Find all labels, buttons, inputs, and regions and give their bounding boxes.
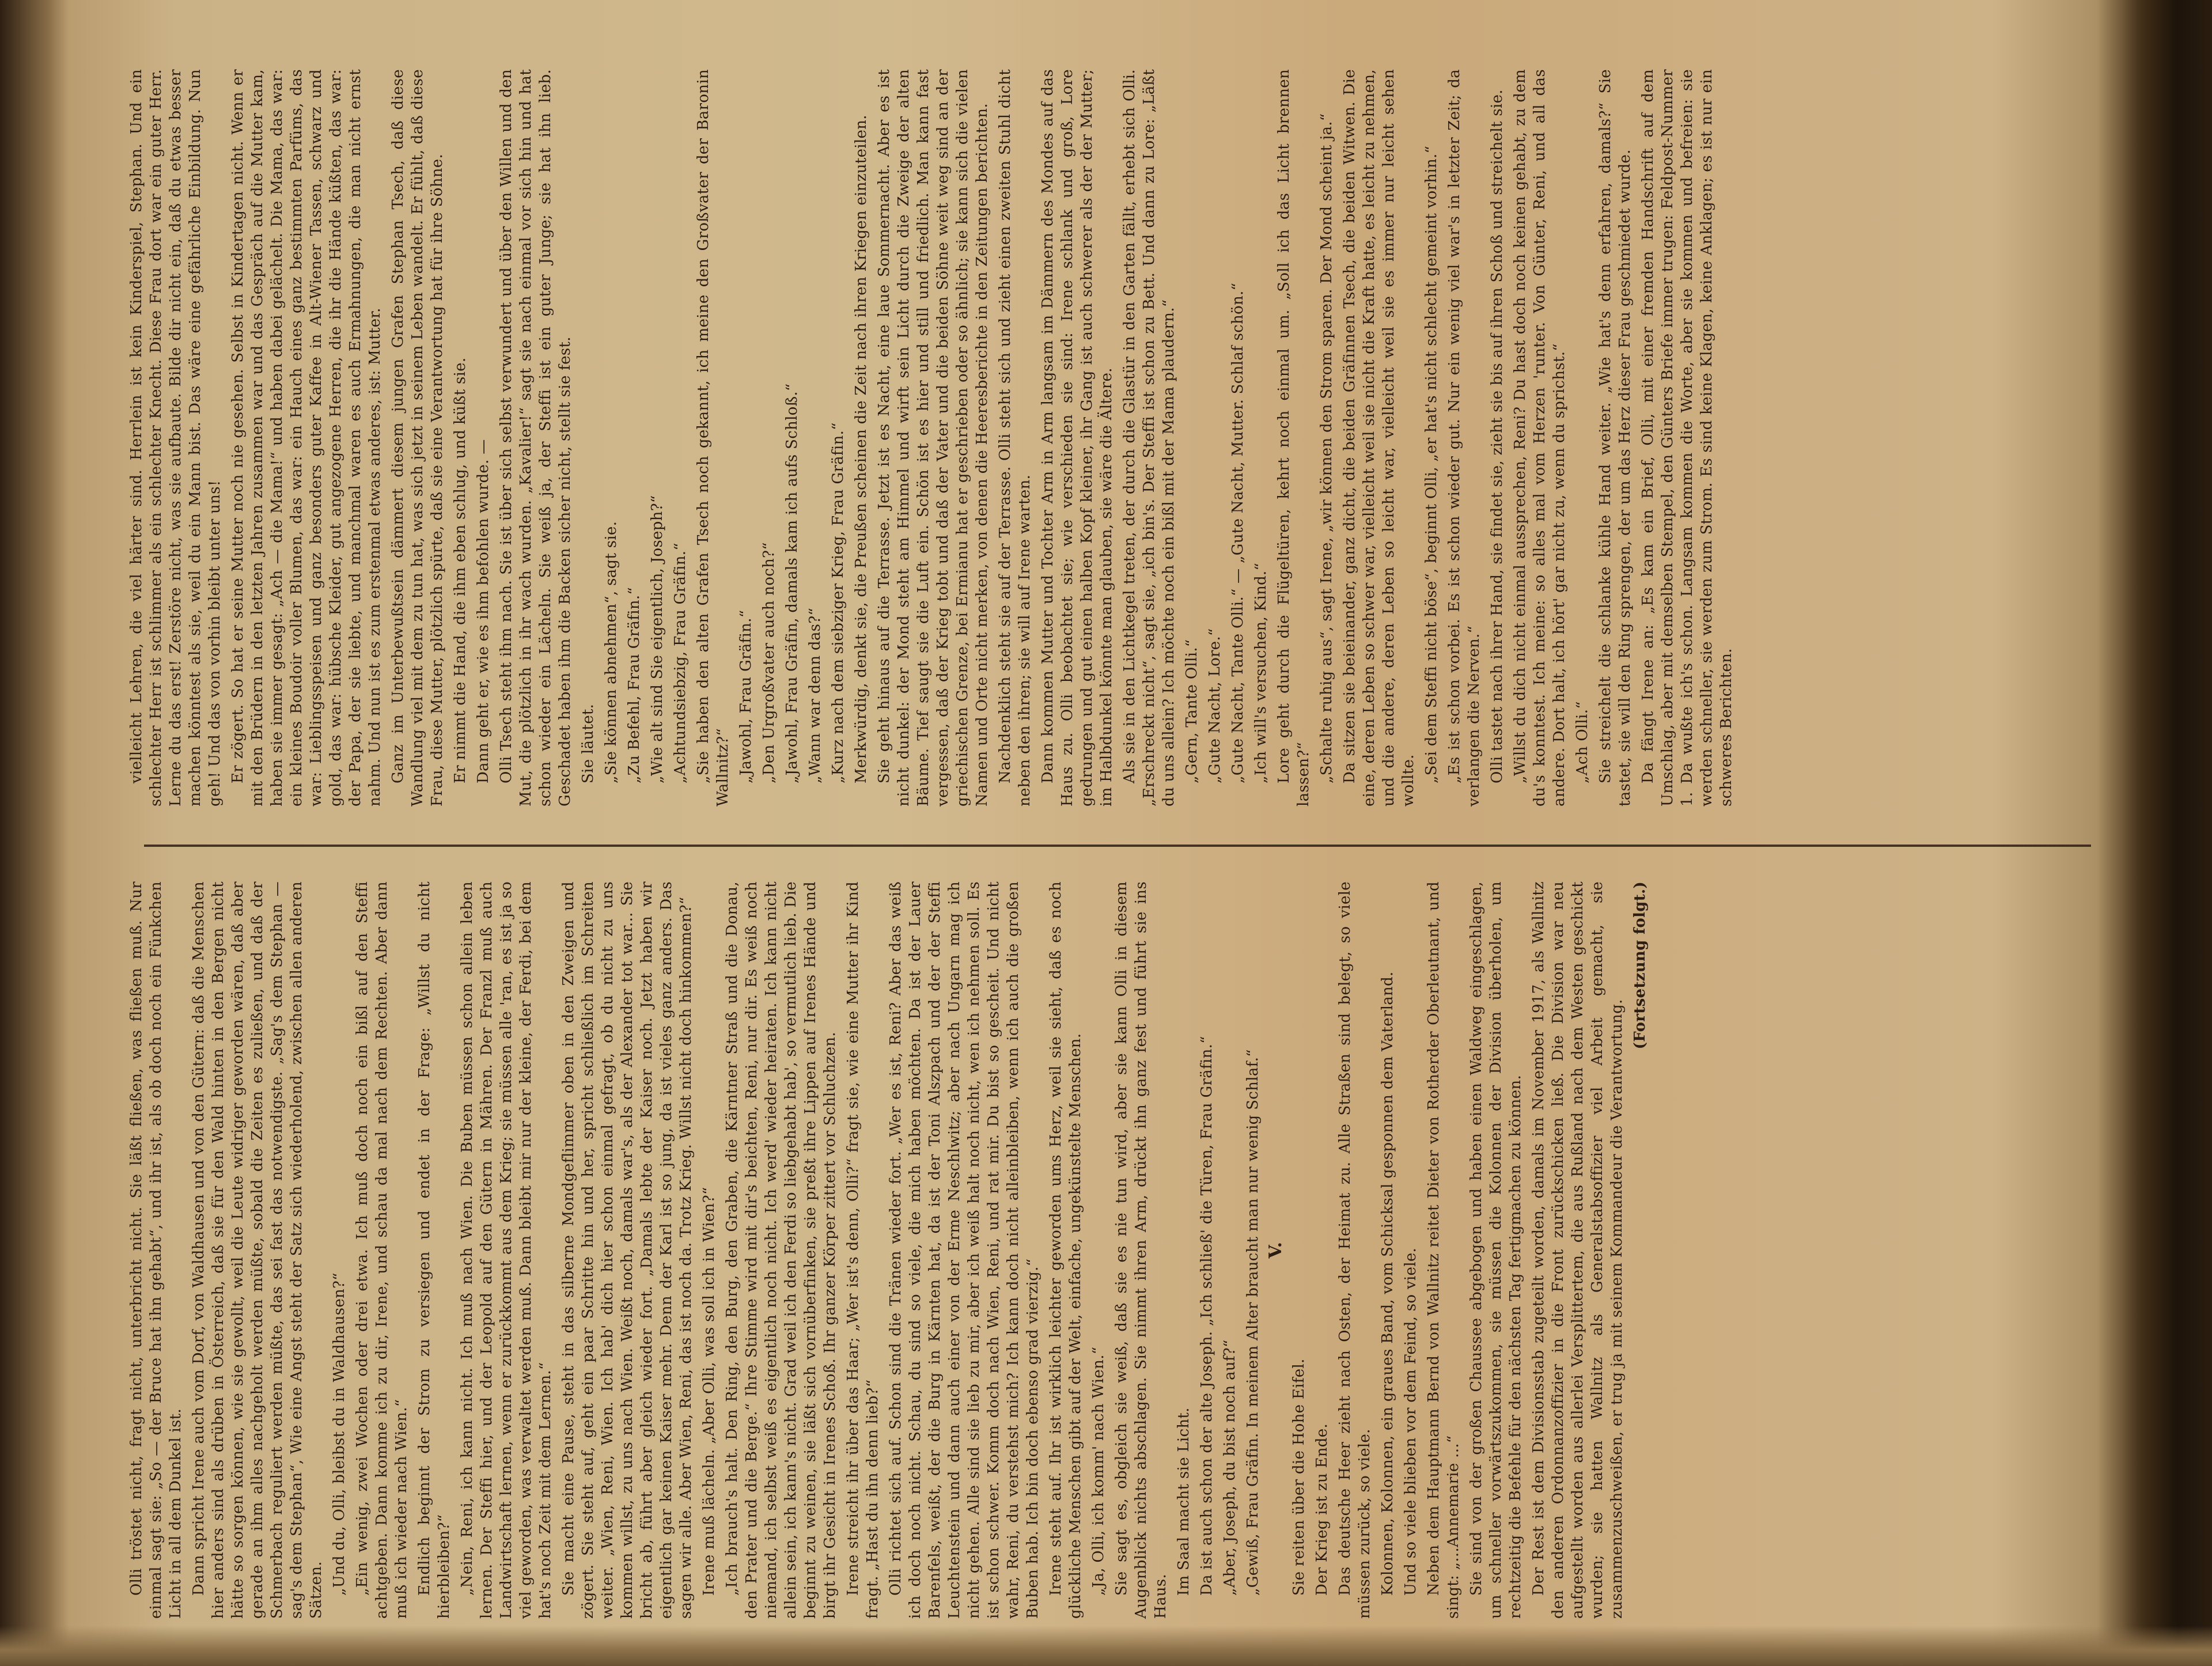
- paragraph: Olli Tsech steht ihm nach. Sie ist über sich selbst verwundert und über den Willen und den Mut, die plötzlich in ihr wach wurden. „Kavalier!“ sagt sie nach einmal vor sich hin und hat schon wieder ein Lächeln. Sie weiß ja, der Steffi ist ein guter Junge; sie hat ihn lieb. Geschadet haben ihm die Backen sicher nicht, stellt sie fest.: [498, 69, 574, 807]
- paragraph: Olli tastet nach ihrer Hand, sie findet sie, zieht sie bis auf ihren Schoß und streichelt sie.: [1488, 89, 1506, 783]
- paragraph: Sie sind von der großen Chaussee abgebogen und haben einen Waldweg eingeschlagen, um schneller vorwärtszukommen, sie müssen die Kolonnen der Division überholen, um rechtzeitig die Befehle für den nächsten Tag fertigmachen zu können.: [1468, 881, 1524, 1619]
- paragraph: „Ich brauch's halt. Den Ring, den Burg, den Graben, die Kärntner Straß und die Donau, den Prater und die Berge.“ Ihre Stimme wird mit dir's beichten, Reni, nur dir. Es weiß noch niemand, ich selbst weiß es eigentlich noch nicht. Ich werd' wieder heiraten. Ich kann nicht allein sein, ich kann's nicht. Grad weil ich den Ferdi so liebgehabt hab', so vermutlich lieb. Die beginnt zu weinen, sie läßt sich vornüberfinken, sie preßt ihre Lippen auf Irenes Hände und birgt ihr Gesicht in Irenes Schoß. Ihr ganzer Körper zittert vor Schluchzen.: [724, 881, 839, 1619]
- page-bottom-edge: [0, 1626, 2212, 1666]
- text-column-left: [127, 881, 2108, 1619]
- paragraph: „Aber, Joseph, du bist noch auf?“: [1221, 1339, 1238, 1596]
- rotated-text-page: [127, 69, 2108, 1625]
- paragraph: „Nein, Reni, ich kann nicht. Ich muß nach Wien. Die Buben müssen schon allein leben lernen. Der Steffi hier, und der Leopold auf den Gütern in Mähren. Der Franzl muß auch Landwirtschaft lernen, wenn er zurückkommt aus dem Krieg; sie müssen alle 'ran, es ist ja so viel geworden, was verwaltet werden muß. Dann bleibt mir nur der kleine, der Ferdi, bei dem hat's noch Zeit mit dem Lernen.“: [459, 881, 554, 1619]
- paragraph: Da fängt Irene an: „Es kam ein Brief, Olli, mit einer fremden Handschrift auf dem Umschlag, aber mit demselben Stempel, den Günters Briefe immer trugen: Feldpost-Nummer 1. Da wußte ich's schon. Langsam kommen die Worte, aber sie kommen und befreien: sie werden schneller, sie werden zum Strom. Es sind keine Klagen, keine Anklagen; es ist nur ein schweres Berichten.: [1639, 69, 1735, 807]
- paragraph: „Wann war denn das?“: [806, 607, 824, 783]
- paragraph: „Gute Nacht, Tante Olli.“ — „Gute Nacht, Mutter. Schlaf schön.“: [1229, 282, 1247, 783]
- paragraph: Olli richtet sich auf. Schon sind die Tränen wieder fort. „Wer es ist, Reni? Aber das weiß ich doch noch nicht. Schau, du sind so viele, die mich haben möchten. Da ist der Lauer Barenfels, weißt, der die Burg in Kärnten hat, da ist der Toni Alszpach und der der Steffi Leuchtenstein und dann auch einer von der Erme Neschlwitz; aber nach Ungarn mag ich nicht gehen. Alle sind sie lieb zu mir, aber ich weiß halt noch nicht, wen ich nehmen soll. Es ist schon schwer. Komm doch nach Wien, Reni, und rat mir. Du bist so gescheit. Und nicht wahr, Reni, du verstehst mich? Ich kann doch nicht alleinbleiben, wenn ich auch die großen Buben hab. Ich bin doch ebenso grad vierzig.“: [887, 881, 1041, 1619]
- paragraph: Kolonnen, Kolonnen, ein graues Band, vom Schicksal gesponnen dem Vaterland.: [1379, 971, 1396, 1596]
- page-gutter-left: [0, 0, 69, 1666]
- paragraph: Irene muß lächeln. „Aber Olli, was soll ich in Wien?“: [700, 1187, 718, 1596]
- paragraph: „Achtundsiebzig, Frau Gräfin.“: [672, 543, 689, 783]
- paragraph: „Wie alt sind Sie eigentlich, Joseph?“: [649, 495, 666, 783]
- paragraph: „Sie können abnehmen“, sagt sie.: [603, 521, 620, 783]
- paragraph: „Gewiß, Frau Gräfin. In meinem Alter braucht man nur wenig Schlaf.“: [1244, 1049, 1262, 1596]
- paragraph: Sie geht hinaus auf die Terrasse. Jetzt ist es Nacht, eine laue Sommernacht. Aber es ist nicht dunkel: der Mond steht am Himmel und wirft sein Licht durch die Zweige der alten Bäume. Tief saugt sie die Luft ein. Schön ist es hier und still und friedlich. Man kann fast vergessen, daß der Krieg tobt und daß der Vater und die beiden Söhne weit weg sind an der griechischen Grenze, bei Ermianu hat er geschrieben oder so ähnlich; sie kann sich die vielen Namen und Orte nicht merken, von denen die Heeresberichte in den Zeitungen berichten.: [876, 69, 991, 807]
- paragraph: Dann spricht Irene auch vom Dorf, von Waldhausen und von den Gütern: daß die Menschen hier anders sind als drüben in Österreich, daß sie für den Wald hinten in den Bergen nicht hätte so sorgen können, wie sie gewollt, weil die Leute widriger geworden wären, daß aber gerade an ihm alles nachgeholt werden müßte, sobald die Zeiten es zuließen, und daß der Schmerbach reguliert werden müßte, das sei fast das notwendigste. „Sag's dem Stephan — sag's dem Stephan“, Wie eine Angst steht der Satz sich wiederholend, zwischen allen anderen Sätzen.: [190, 881, 325, 1619]
- paragraph: Sie streichelt die schlanke kühle Hand weiter. „Wie hat's denn erfahren, damals?“ Sie tastet, sie will den Ring sprengen, der um das Herz dieser Frau geschmiedet wurde.: [1597, 69, 1634, 807]
- paragraph: „Jawohl, Frau Gräfin, damals kam ich aufs Schloß.“: [783, 383, 801, 783]
- paragraph: „Kurz nach dem siebziger Krieg, Frau Gräfin.“: [830, 422, 847, 783]
- paragraph: „Den Urgroßvater auch noch?“: [760, 542, 778, 783]
- paragraph: Im Saal macht sie Licht.: [1175, 1407, 1192, 1596]
- paragraph: Nachdenklich steht sie auf der Terrasse. Olli steht sich und zieht einen zweiten Stuhl dicht neben den ihren; sie will auf Irene warten.: [997, 69, 1033, 807]
- paragraph: Merkwürdig, denkt sie, die Preußen scheinen die Zeit nach ihren Kriegen einzuteilen.: [853, 115, 870, 783]
- paragraph: Neben dem Hauptmann Bernd von Wallnitz reitet Dieter von Rotherder Oberleutnant, und singt: „...Annemarie ...“: [1425, 881, 1462, 1619]
- paragraph: Sie läutet.: [579, 703, 597, 783]
- paragraph: Irene streicht ihr über das Haar; „Wer ist's denn, Olli?“ fragt sie, wie eine Mutter ihr Kind fragt. „Hast du ihn denn lieb?“: [844, 881, 881, 1619]
- continuation-note: (Fortsetzung folgt.): [1631, 881, 1649, 1050]
- paragraph: Sie macht eine Pause, steht in das silberne Mondgeflimmer oben in den Zweigen und zögert. Sie steht auf, geht ein paar Schritte hin und her, spricht schließlich im Schreiten weiter. „Wien, Reni, Wien. Ich hab' dich hier schon einmal gefragt, ob du nicht zu uns kommen willst, zu uns nach Wien. Weißt noch, damals war's, als der Alexander tot war... Sie bricht ab, führt aber gleich wieder fort. „Damals lebte der Kaiser noch. Jetzt haben wir eigentlich gar keinen Kaiser mehr. Denn der Karl ist so jung, da ist vieles ganz anders. Das sagen wir alle. Aber Wien, Reni, das ist noch da. Trotz Krieg. Willst nicht doch hinkommen?“: [560, 881, 695, 1619]
- paragraph: Ganz im Unterbewußtsein dämmert diesem jungen Grafen Stephan Tsech, daß diese Wandlung viel mit dem zu tun hat, was sich jetzt in seinem Leben wandelt. Er fühlt, daß diese Frau, diese Mutter, plötzlich spürte, daß sie eine Verantwortung hat für ihre Söhne.: [389, 69, 446, 807]
- paragraph: Er zögert. So hat er seine Mutter noch nie gesehen. Selbst in Kindertagen nicht. Wenn er mit den Brüdern in den letzten Jahren zusammen war und das Gespräch auf die Mutter kam, haben sie immer gesagt: „Ach — die Mama!“ und haben dabei gelächelt. Die Mama, das war: ein kleines Boudoir voller Blumen, das war: ein Hauch eines ganz bestimmten Parfüms, das war: Lieblingsspeisen und ganz besonders guter Kaffee in Alt-Wiener Tassen, schwarz und gold, das war: hübsche Kleider, gut angezogene Herren, die ihr die Hände küßten, das war: der Papa, der sie liebte, und manchmal waren es auch Ermahnungen, die man nicht ernst nahm. Und nun ist es zum erstenmal etwas anderes, ist: Mutter.: [229, 69, 384, 807]
- paragraph: Irene steht auf. Ihr ist wirklich leichter geworden ums Herz, weil sie sieht, daß es noch glückliche Menschen gibt auf der Welt, einfache, ungekünstelte Menschen.: [1047, 881, 1084, 1619]
- paragraph: Da ist auch schon der alte Joseph. „Ich schließ' die Türen, Frau Gräfin.“: [1198, 1036, 1215, 1596]
- paragraph: Sie sagt es, obgleich sie weiß, daß sie es nie tun wird, aber sie kann Olli in diesem Augenblick nichts abschlagen. Sie nimmt ihren Arm, drückt ihn ganz fest und führt sie ins Haus.: [1113, 881, 1169, 1619]
- paragraph: „Sie haben den alten Grafen Tsech noch gekannt, ich meine den Großvater der Baronin Wallnitz?“: [695, 69, 732, 807]
- paragraph: vielleicht Lehren, die viel härter sind. Herrlein ist kein Kinderspiel, Stephan. Und ein schlechter Herr ist schlimmer als ein schlechter Knecht. Diese Frau dort war ein guter Herr. Lerne du das erst! Zerstöre nicht, was sie aufbaute. Bilde dir nicht ein, daß du etwas besser machen könntest als sie, weil du ein Mann bist. Das wäre eine gefährliche Einbildung. Nun geh! Und das von vorhin bleibt unter uns!: [128, 69, 224, 807]
- paragraph: Dann kommen Mutter und Tochter Arm in Arm langsam im Dämmern des Mondes auf das Haus zu. Olli beobachtet sie; wie verschieden sie sind: Irene schlank und groß, Lore gedrungen und gut einen halben Kopf kleiner, ihr Gang ist auch schwerer als der der Mutter; im Halbdunkel könnte man glauben, sie wäre die Ältere.: [1039, 69, 1115, 807]
- paragraph: „Willst du dich nicht einmal aussprechen, Reni? Du hast doch noch keinen gehabt, zu dem du's konntest. Ich meine: so alles mal vom Herzen 'runter. Von Günter, Reni, und all das andere. Dort halt, ich hört' gar nicht zu, wenn du sprichst.“: [1512, 69, 1568, 807]
- paragraph: Dann geht er, wie es ihm befohlen wurde. —: [475, 439, 492, 783]
- paragraph: „Zu Befehl, Frau Gräfin.“: [626, 586, 643, 783]
- paragraph: „Sei dem Steffi nicht böse“, beginnt Olli, „er hat's nicht schlecht gemeint vorhin.“: [1423, 145, 1440, 783]
- paragraph: „Schalte ruhig aus“, sagt Irene, „wir können den Strom sparen. Der Mond scheint ja.“: [1318, 113, 1335, 783]
- paragraph: Olli tröstet nicht, fragt nicht, unterbricht nicht. Sie läßt fließen, was fließen muß. Nur einmal sagt sie: „So — der Bruce hat ihn gehabt“, und ihr ist, als ob doch noch ein Fünkchen Licht in all dem Dunkel ist.: [128, 881, 184, 1619]
- paragraph: Lore geht durch die Flügeltüren, kehrt noch einmal um. „Soll ich das Licht brennen lassen?“: [1275, 69, 1312, 807]
- paragraph: Der Krieg ist zu Ende.: [1313, 1423, 1331, 1596]
- column-divider: [144, 845, 2091, 847]
- paragraph: „Und du, Olli, bleibst du in Waldhausen?“: [331, 1272, 348, 1596]
- paragraph: „Es ist schon vorbei. Es ist schon wieder gut. Nur ein wenig viel war's in letzter Zeit; da verlangen die Nerven.“: [1446, 69, 1483, 807]
- paragraph: Und so viele blieben vor dem Feind, so viele.: [1402, 1247, 1419, 1596]
- paragraph: Da sitzen sie beieinander, ganz dicht, die beiden Gräfinnen Tsech, die beiden Witwen. Die eine, deren Leben so schwer war, vielleicht weil sie nicht die Kraft hatte, es leicht zu nehmen, und die andere, deren Leben so leicht war, vielleicht weil sie es immer nur leicht sehen wollte.: [1341, 69, 1417, 807]
- paragraph: „Gute Nacht, Lore.“: [1206, 628, 1224, 783]
- paragraph: Der Rest ist dem Divisionsstab zugeteilt worden, damals im November 1917, als Wallnitz den anderen Ordonnanzoffizier in die Front zurückschicken ließ. Die Division war neu aufgestellt worden aus allerlei Versplittertem, die aus Rußland nach dem Westen geschickt wurden; sie hatten Wallnitz als Generalstabsoffizier viel Arbeit gemacht, sie zusammenzuschweißen, er trug ja mit seinem Kommandeur die Verantwortung.: [1530, 881, 1626, 1619]
- text-column-right: [127, 69, 2108, 807]
- paragraph: Er nimmt die Hand, die ihm eben schlug, und küßt sie.: [452, 357, 469, 783]
- paragraph: Sie reiten über die Hohe Eifel.: [1290, 1358, 1308, 1596]
- paragraph: „Ein wenig, zwei Wochen oder drei etwa. Ich muß doch noch ein bißl auf den Steffi achtgeben. Dann komme ich zu dir, Irene, und schau da mal nach dem Rechten. Aber dann muß ich wieder nach Wien.“: [354, 881, 410, 1619]
- section-heading: V.: [1266, 1241, 1286, 1259]
- paragraph: „Ich will's versuchen, Kind.“: [1252, 562, 1270, 783]
- paragraph: „Ja, Olli, ich komm' nach Wien.“: [1090, 1346, 1107, 1596]
- paragraph: Das deutsche Heer zieht nach Osten, der Heimat zu. Alle Straßen sind belegt, so viele müssen zurück, so viele.: [1336, 881, 1373, 1619]
- paragraph: Endlich beginnt der Strom zu versiegen und endet in der Frage: „Willst du nicht hierbleiben?“: [416, 881, 453, 1619]
- paragraph: „Jawohl, Frau Gräfin.“: [737, 609, 755, 783]
- paragraph: „Ach Olli.“: [1574, 701, 1591, 783]
- page-gutter-right: [2097, 0, 2212, 1666]
- paragraph: Als sie in den Lichtkegel treten, der durch die Glastür in den Garten fällt, erhebt sich Olli. „Erschreckt nicht“, sagt sie, „ich bin's. Der Steffi ist schon zu Bett. Und dann zu Lore: „Läßt du uns allein? Ich möchte noch ein bißl mit der Mama plaudern.“: [1121, 69, 1177, 807]
- paragraph: „Gern, Tante Olli.“: [1183, 639, 1200, 783]
